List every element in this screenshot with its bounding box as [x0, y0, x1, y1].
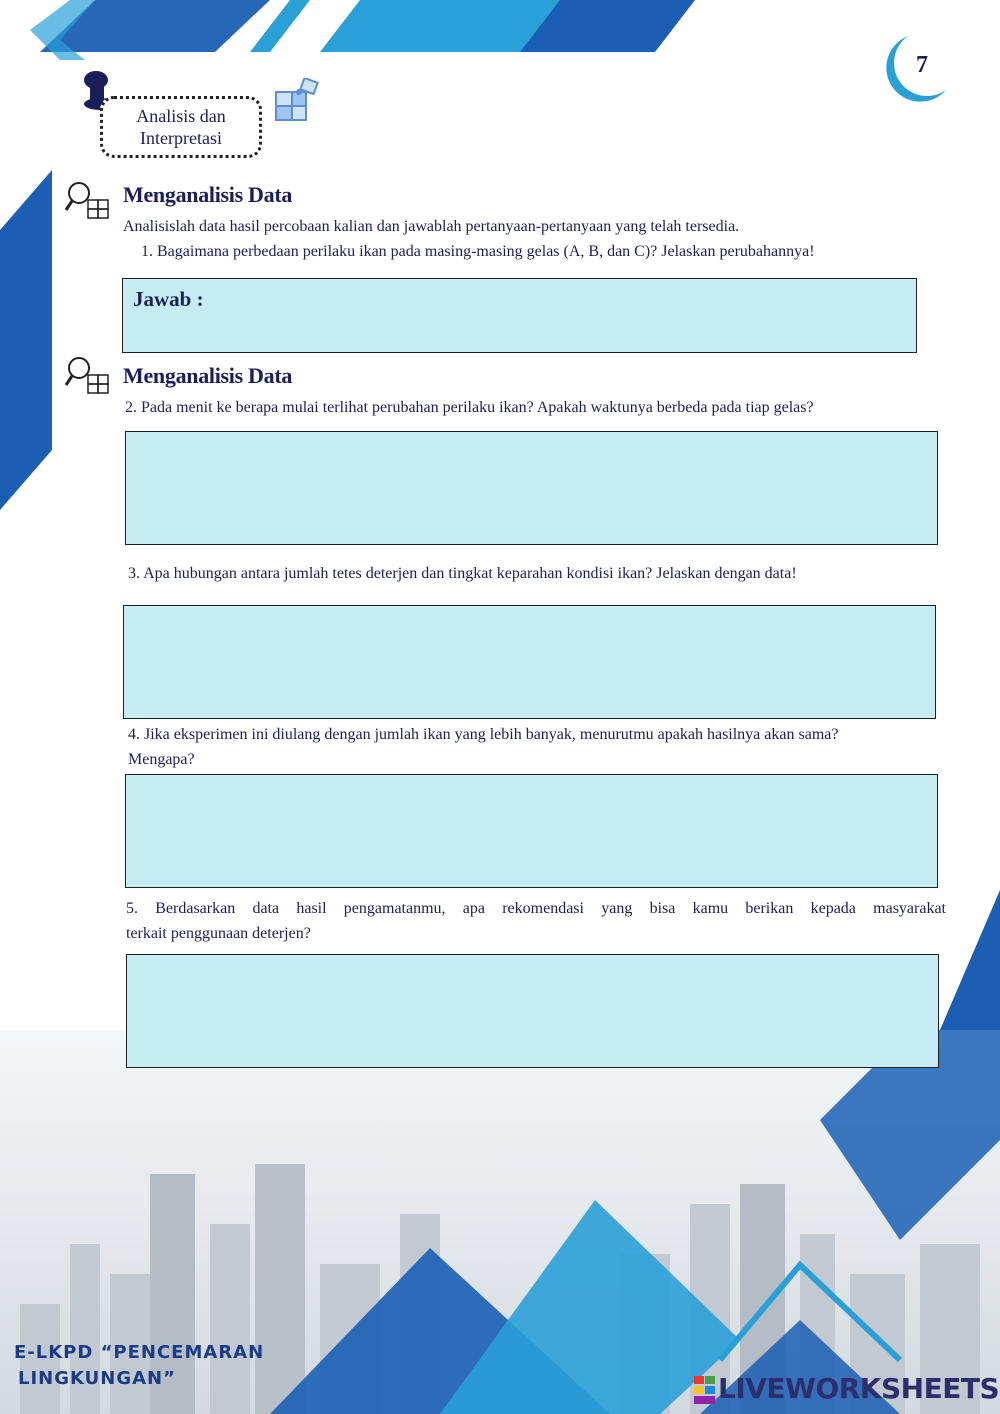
analysis-magnifier-icon-2: [64, 355, 112, 395]
question-3: 3. Apa hubungan antara jumlah tetes deterjen dan tingkat keparahan kondisi ikan? Jelaskan dengan data!: [128, 565, 797, 582]
footer-title-line1: E-LKPD “PENCEMARAN: [14, 1342, 265, 1363]
answer-box-2[interactable]: [125, 431, 938, 545]
question-5-line2: terkait penggunaan deterjen?: [126, 925, 311, 942]
analysis-magnifier-icon: [64, 180, 112, 220]
badge-line2: Interpretasi: [140, 128, 222, 148]
footer-title-line2: LINGKUNGAN”: [18, 1368, 176, 1389]
question-2: 2. Pada menit ke berapa mulai terlihat perubahan perilaku ikan? Apakah waktunya berbeda pada tiap gelas?: [125, 399, 814, 416]
section1-title: Menganalisis Data: [123, 182, 293, 207]
section-badge: [100, 96, 262, 158]
question-5-line1: 5. Berdasarkan data hasil pengamatanmu, apa rekomendasi yang bisa kamu berikan kepada masyarakat: [126, 900, 946, 917]
puzzle-icon: [272, 78, 320, 126]
answer-box-4[interactable]: [125, 774, 938, 888]
page-number: 7: [916, 52, 928, 78]
answer-label: Jawab :: [133, 287, 204, 311]
badge-line1: Analisis dan: [136, 106, 226, 126]
answer-box-3[interactable]: [123, 605, 936, 719]
liveworksheets-brand[interactable]: LIVEWORKSHEETS: [718, 1372, 1000, 1405]
section2-title: Menganalisis Data: [123, 363, 293, 388]
answer-box-5[interactable]: [126, 954, 939, 1068]
question-4-line2: Mengapa?: [128, 751, 195, 768]
question-4-line1: 4. Jika eksperimen ini diulang dengan jumlah ikan yang lebih banyak, menurutmu apakah hasilnya akan sama?: [128, 726, 839, 743]
answer-box-1[interactable]: [122, 278, 917, 353]
question-1: 1. Bagaimana perbedaan perilaku ikan pada masing-masing gelas (A, B, dan C)? Jelaskan perubahannya!: [141, 243, 815, 260]
liveworksheets-logo-icon: [694, 1376, 716, 1404]
crescent-icon: [878, 34, 948, 104]
page-number-badge: [878, 34, 948, 104]
section1-intro: Analisislah data hasil percobaan kalian dan jawablah pertanyaan-pertanyaan yang telah tersedia.: [123, 218, 740, 235]
